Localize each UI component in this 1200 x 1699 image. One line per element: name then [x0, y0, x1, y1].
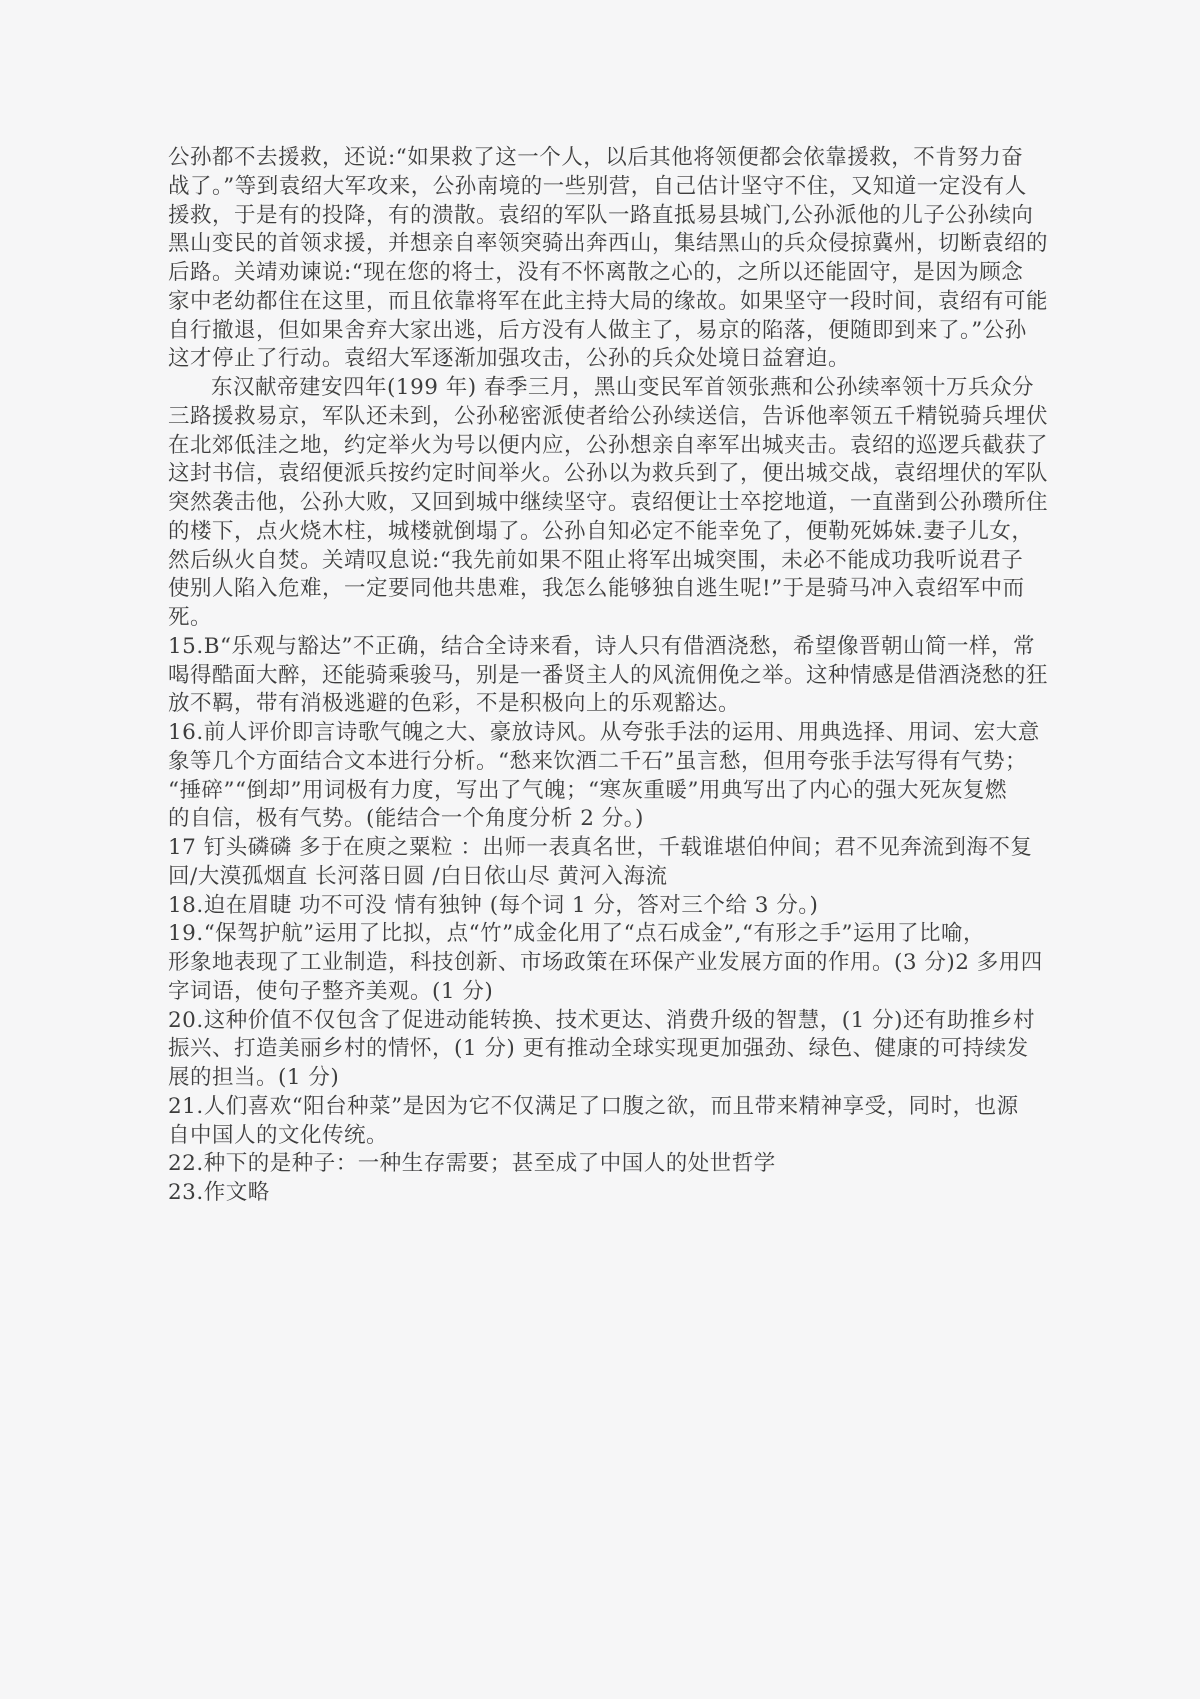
- text-line: 展的担当。(1 分): [168, 1065, 340, 1090]
- text-line: 喝得酷面大醉，还能骑乘骏马，别是一番贤主人的风流佣俛之举。这种情感是借酒浇愁的狂: [168, 662, 1049, 688]
- text-line: 振兴、打造美丽乡村的情怀，(1 分) 更有推动全球实现更加强劲、绿色、健康的可持续发: [168, 1036, 1029, 1062]
- text-line: 字词语，使句子整齐美观。(1 分): [168, 978, 494, 1004]
- text-line: 这才停止了行动。袁绍大军逐渐加强攻击，公孙的兵众处境日益窘迫。: [168, 346, 851, 372]
- text-line: 的自信，极有气势。(能结合一个角度分析 2 分。): [168, 806, 644, 832]
- text-line: 23.作文略: [168, 1180, 270, 1205]
- text-line: 16.前人评价即言诗歌气魄之大、豪放诗风。从夸张手法的运用、用典选择、用词、宏大意: [168, 720, 1040, 745]
- text-line: 回/大漠孤烟直 长河落日圆 /白日依山尽 黄河入海流: [168, 863, 668, 889]
- text-line: 然后纵火自焚。关靖叹息说:“我先前如果不阻止将军出城突围，未必不能成功我听说君子: [168, 547, 1024, 573]
- text-line: 东汉献帝建安四年(199 年) 春季三月，黑山变民军首领张燕和公孙续率领十万兵众分: [211, 375, 1034, 400]
- text-line: 15.B“乐观与豁达”不正确，结合全诗来看，诗人只有借酒浇愁，希望像晋朝山简一样，常: [168, 633, 1035, 659]
- text-line: 突然袭击他，公孙大败，又回到城中继续坚守。袁绍便让士卒挖地道，一直凿到公孙瓒所住: [168, 490, 1049, 515]
- text-line: 19.“保驾护航”运用了比拟，点“竹”成金化用了“点石成金”,“有形之手”运用了比喻，: [168, 921, 985, 947]
- text-line: 黑山变民的首领求援，并想亲自率领突骑出奔西山，集结黑山的兵众侵掠冀州，切断袁绍的: [168, 231, 1049, 257]
- text-line: 在北郊低洼之地，约定举火为号以便内应，公孙想亲自率军出城夹击。袁绍的巡逻兵截获了: [168, 432, 1049, 458]
- text-line: “捶碎”“倒却”用词极有力度，写出了气魄；“寒灰重暖”用典写出了内心的强大死灰复燃: [168, 777, 1007, 803]
- document-text-block: [168, 144, 1049, 1208]
- text-line: 后路。关靖劝谏说:“现在您的将士，没有不怀离散之心的，之所以还能固守，是因为顾念: [168, 260, 1024, 285]
- text-line: 21.人们喜欢“阳台种菜”是因为它不仅满足了口腹之欲，而且带来精神享受，同时，也源: [168, 1093, 1019, 1119]
- text-line: 三路援救易京，军队还未到，公孙秘密派使者给公孙续送信，告诉他率领五千精锐骑兵埋伏: [168, 403, 1049, 429]
- text-line: 战了。”等到袁绍大军攻来，公孙南境的一些别营，自己估计坚守不住，又知道一定没有人: [168, 173, 1027, 199]
- text-line: 援救，于是有的投降，有的溃散。袁绍的军队一路直抵易县城门,公孙派他的儿子公孙续向: [168, 202, 1034, 228]
- text-line: 20.这种价值不仅包含了促进动能转换、技术更达、消费升级的智慧，(1 分)还有助推乡村: [168, 1007, 1035, 1033]
- text-line: 形象地表现了工业制造，科技创新、市场政策在环保产业发展方面的作用。(3 分)2 多用四: [168, 950, 1043, 975]
- text-line: 死。: [168, 605, 213, 630]
- text-line: 自行撤退，但如果舍弃大家出逃，后方没有人做主了，易京的陷落，便随即到来了。”公孙: [168, 317, 1027, 343]
- text-line: 18.迫在眉睫 功不可没 情有独钟 (每个词 1 分，答对三个给 3 分。): [168, 892, 819, 918]
- text-line: 22.种下的是种子：一种生存需要；甚至成了中国人的处世哲学: [168, 1151, 776, 1177]
- text-line: 家中老幼都住在这里，而且依靠将军在此主持大局的缘故。如果坚守一段时间，袁绍有可能: [168, 288, 1049, 314]
- text-line: 17 钉头磷磷 多于在庾之粟粒 ：出师一表真名世，千载谁堪伯仲间；君不见奔流到海不复: [168, 835, 1033, 860]
- text-line: 这封书信，袁绍便派兵按约定时间举火。公孙以为救兵到了，便出城交战，袁绍埋伏的军队: [168, 461, 1049, 487]
- text-line: 象等几个方面结合文本进行分析。“愁来饮酒二千石”虽言愁，但用夸张手法写得有气势；: [168, 748, 1027, 774]
- text-line: 使别人陷入危难，一定要同他共患难，我怎么能够独自逃生呢!”于是骑马冲入袁绍军中而: [168, 576, 1025, 602]
- text-line: 放不羁，带有消极逃避的色彩，不是积极向上的乐观豁达。: [168, 691, 741, 717]
- text-line: 自中国人的文化传统。: [168, 1122, 389, 1148]
- text-line: 公孙都不去援救，还说:“如果救了这一个人，以后其他将领便都会依靠援救，不肯努力奋: [168, 145, 1024, 170]
- text-line: 的楼下，点火烧木柱，城楼就倒塌了。公孙自知必定不能幸免了，便勒死姊妹.妻子儿女，: [168, 518, 1034, 544]
